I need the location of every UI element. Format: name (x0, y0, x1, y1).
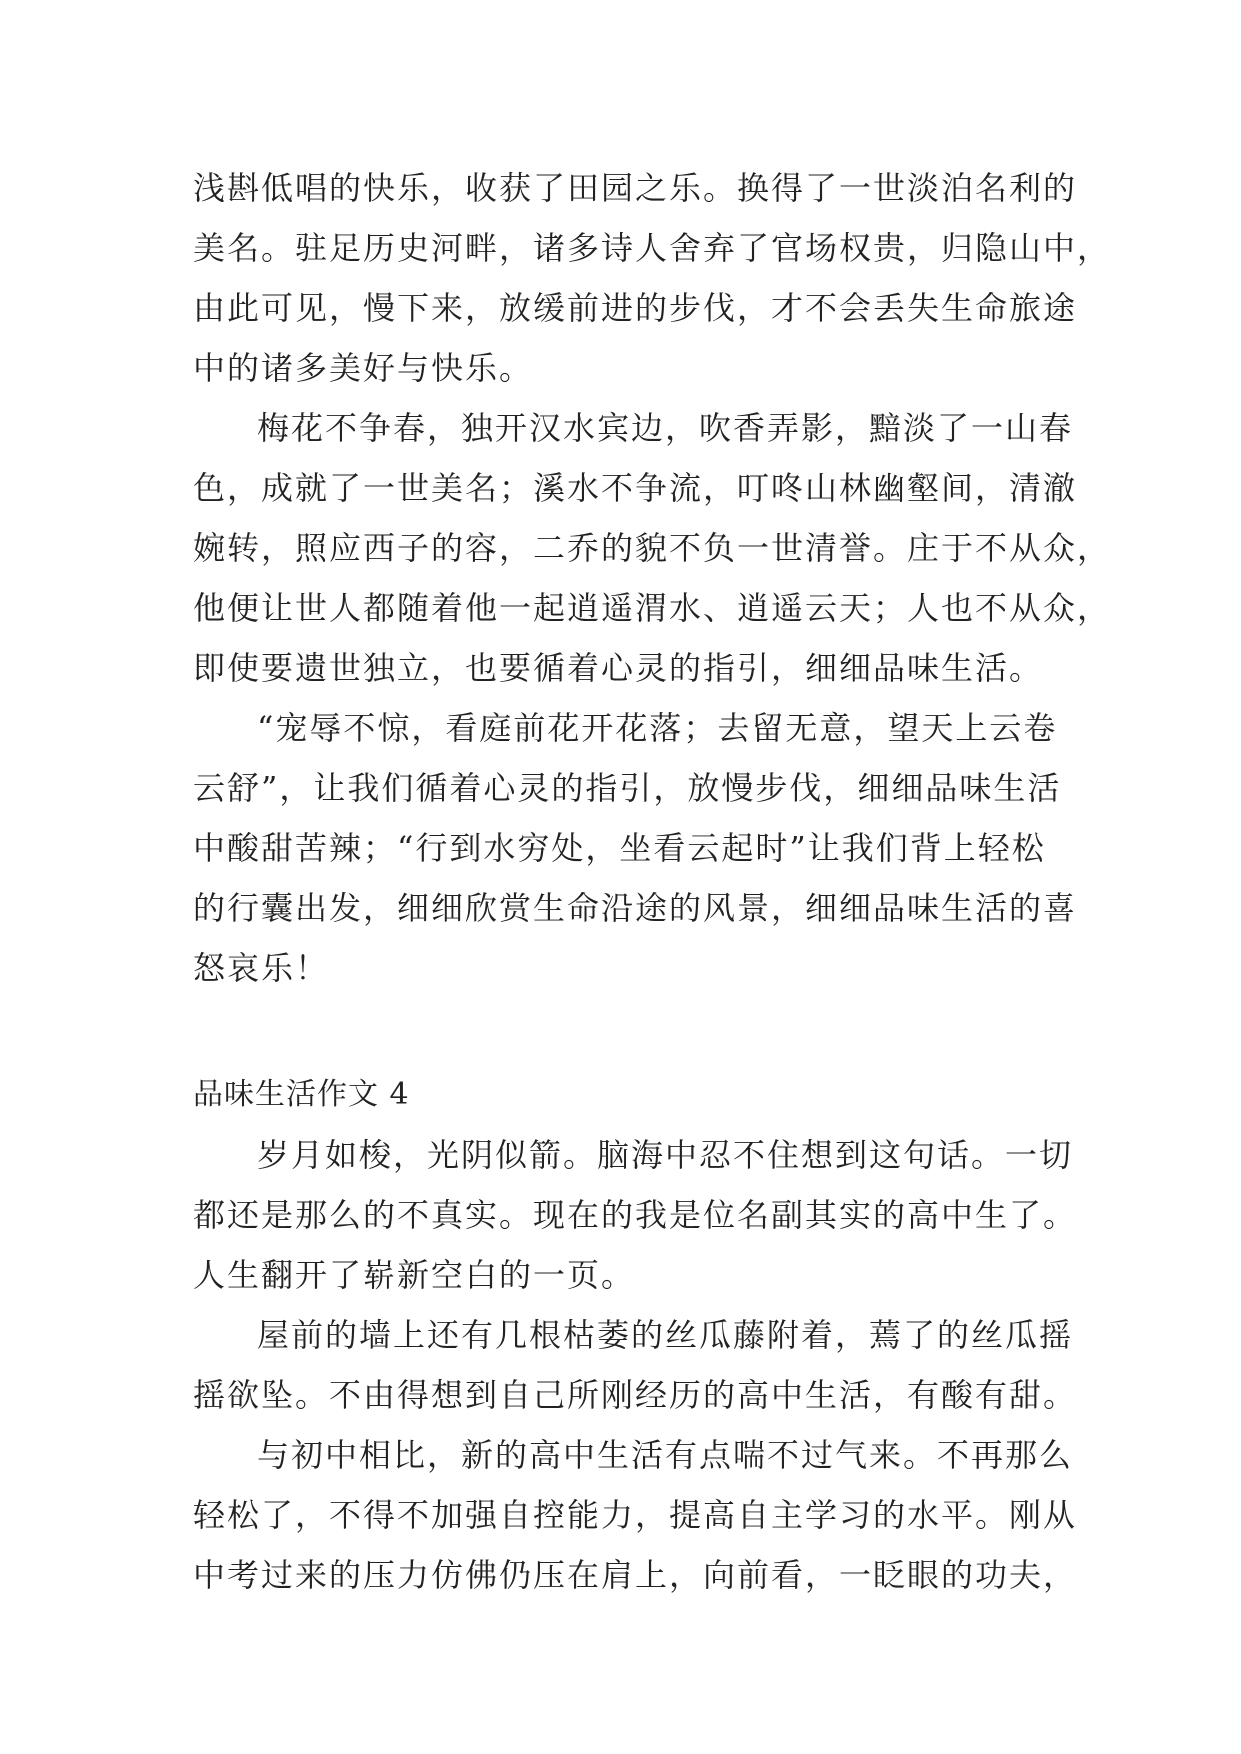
section-gap (193, 998, 1053, 1065)
paragraph-4 (193, 1125, 1078, 1305)
text-line: 他便让世人都随着他一起逍遥渭水、逍遥云天；人也不从众， (193, 589, 1112, 627)
paragraph-2 (193, 398, 1112, 698)
document-body (193, 158, 1112, 1605)
text-line: 岁月如梭，光阴似箭。脑海中忍不住想到这句话。一切 (257, 1136, 1074, 1174)
paragraph-6 (193, 1425, 1078, 1605)
text-line: 怒哀乐！ (193, 949, 330, 987)
text-line: 的行囊出发，细细欣赏生命沿途的风景，细细品味生活的喜 (193, 889, 1078, 927)
text-line: 云舒”，让我们循着心灵的指引，放慢步伐，细细品味生活 (193, 769, 1062, 807)
text-line: 人生翻开了崭新空白的一页。 (193, 1256, 636, 1294)
text-line: 中考过来的压力仿佛仍压在肩上，向前看，一眨眼的功夫， (193, 1556, 1078, 1594)
text-line: 婉转，照应西子的容，二乔的貌不负一世清誉。庄于不从众， (193, 529, 1112, 567)
text-line: 浅斟低唱的快乐，收获了田园之乐。换得了一世淡泊名利的 (193, 169, 1078, 207)
text-line: 由此可见，慢下来，放缓前进的步伐，才不会丢失生命旅途 (193, 289, 1078, 327)
text-line: 都还是那么的不真实。现在的我是位名副其实的高中生了。 (193, 1196, 1078, 1234)
text-line: 梅花不争春，独开汉水宾边，吹香弄影，黯淡了一山春 (257, 409, 1074, 447)
text-line: 屋前的墙上还有几根枯萎的丝瓜藤附着，蔫了的丝瓜摇 (257, 1316, 1074, 1354)
text-line: 摇欲坠。不由得想到自己所刚经历的高中生活，有酸有甜。 (193, 1376, 1078, 1414)
section-heading: 品味生活作文 4 (193, 1077, 410, 1112)
text-line: 与初中相比，新的高中生活有点喘不过气来。不再那么 (257, 1436, 1074, 1474)
text-line: 中的诸多美好与快乐。 (193, 349, 534, 387)
text-line: 色，成就了一世美名；溪水不争流，叮咚山林幽壑间，清澈 (193, 469, 1078, 507)
paragraph-3 (193, 698, 1078, 998)
paragraph-1 (193, 158, 1112, 398)
text-line: 中酸甜苦辣；“行到水穷处，坐看云起时”让我们背上轻松 (193, 829, 1046, 867)
paragraph-5 (193, 1305, 1078, 1425)
text-line: 即使要遗世独立，也要循着心灵的指引，细细品味生活。 (193, 649, 1044, 687)
text-line: “宠辱不惊，看庭前花开花落；去留无意，望天上云卷 (257, 709, 1058, 747)
text-line: 轻松了，不得不加强自控能力，提高自主学习的水平。刚从 (193, 1496, 1078, 1534)
text-line: 美名。驻足历史河畔，诸多诗人舍弃了官场权贵，归隐山中， (193, 229, 1112, 267)
